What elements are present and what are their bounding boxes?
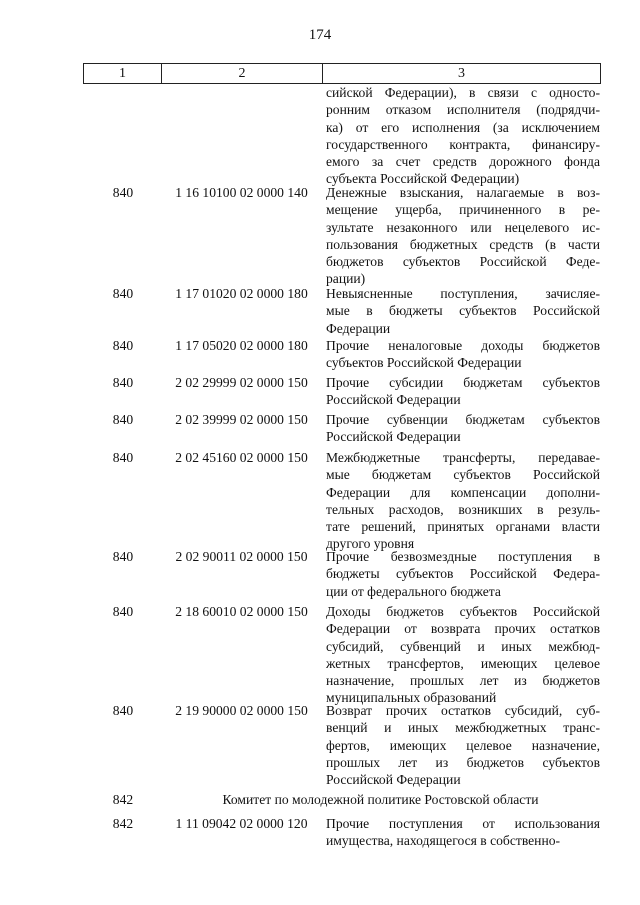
row-description: [326, 702, 600, 788]
description-line: Возврат прочих остатков субсидий, суб-: [326, 703, 600, 718]
description-line: сийской Федерации), в связи с односто-: [326, 85, 600, 100]
description-line: бюджетов субъектов Российской Феде-: [326, 254, 600, 270]
admin-code: 840: [112, 185, 134, 200]
header-col-2: 2: [162, 64, 323, 83]
page-number: 174: [308, 27, 332, 43]
description-line: тате решений, принятых органами власти: [326, 519, 600, 535]
description-line: Невыясненные поступления, зачисляе-: [326, 286, 600, 301]
description-line: Федерации для компенсации дополни-: [326, 484, 600, 500]
row-description: [326, 411, 600, 446]
admin-code: 840: [112, 450, 134, 465]
budget-classification-code: 2 02 90011 02 0000 150: [175, 549, 308, 564]
budget-classification-code: 1 17 01020 02 0000 180: [175, 286, 308, 301]
description-line: Межбюджетные трансферты, передавае-: [326, 450, 600, 465]
admin-code: 840: [112, 338, 134, 353]
description-line: венций и иных межбюджетных транс-: [326, 720, 600, 736]
budget-classification-code: 2 02 29999 02 0000 150: [175, 375, 308, 390]
budget-classification-code: 2 02 45160 02 0000 150: [175, 450, 308, 465]
section-title: Комитет по молодежной политике Ростовской области: [222, 792, 539, 807]
admin-code: 840: [112, 703, 134, 718]
budget-classification-code: 1 11 09042 02 0000 120: [175, 816, 308, 831]
description-line: государственного контракта, финансиру-: [326, 136, 600, 152]
budget-classification-code: 2 02 39999 02 0000 150: [175, 412, 308, 427]
description-line: Прочие неналоговые доходы бюджетов: [326, 338, 600, 353]
section-admin-code: 842: [112, 792, 134, 807]
row-description: [326, 285, 600, 337]
row-description: [326, 815, 600, 850]
budget-classification-code: 1 16 10100 02 0000 140: [175, 185, 308, 200]
budget-classification-code: 2 19 90000 02 0000 150: [175, 703, 308, 718]
description-line: Прочие безвозмездные поступления в: [326, 549, 600, 564]
description-line: пользования бюджетных средств (в части: [326, 236, 600, 252]
description-line: Федерации от возврата прочих остатков: [326, 621, 600, 637]
admin-code: 840: [112, 286, 134, 301]
description-line: Российской Федерации: [326, 392, 461, 408]
description-line: мещение ущерба, причиненного в ре-: [326, 202, 600, 218]
header-col-3: 3: [458, 66, 465, 81]
row-description: [326, 337, 600, 372]
description-line: тельных расходов, возникших в резуль-: [326, 501, 600, 517]
row-description: [326, 449, 600, 553]
row-description: [326, 548, 600, 600]
description-line: субъектов Российской Федерации: [326, 355, 522, 371]
description-line: Российской Федерации: [326, 772, 461, 788]
description-line: емого за счет средств дорожного фонда: [326, 154, 600, 170]
description-line: рации): [326, 271, 366, 287]
description-line: Денежные взыскания, налагаемые в воз-: [326, 185, 600, 200]
description-line: назначение, прошлых лет из бюджетов: [326, 673, 600, 689]
description-line: ции от федерального бюджета: [326, 583, 501, 599]
header-col-1: 1: [84, 64, 162, 83]
description-line: субсидий, субвенций и иных межбюд-: [326, 638, 600, 654]
admin-code: 840: [112, 412, 134, 427]
description-line: жетных трансфертов, имеющих целевое: [326, 655, 600, 671]
description-line: Доходы бюджетов субъектов Российской: [326, 604, 600, 619]
admin-code: 842: [112, 816, 134, 831]
description-line: мые в бюджеты субъектов Российской: [326, 303, 600, 319]
description-line: фертов, имеющих целевое назначение,: [326, 737, 600, 753]
description-line: субъекта Российской Федерации): [326, 171, 520, 187]
description-line: муниципальных образований: [326, 690, 497, 706]
continuation-description: [326, 84, 600, 188]
row-description: [326, 374, 600, 409]
description-line: прошлых лет из бюджетов субъектов: [326, 754, 600, 770]
description-line: Федерации: [326, 320, 391, 336]
description-line: другого уровня: [326, 536, 415, 552]
description-line: ронним отказом исполнителя (подрядчи-: [326, 102, 600, 118]
admin-code: 840: [112, 604, 134, 619]
description-line: бюджеты субъектов Российской Федера-: [326, 566, 600, 582]
budget-classification-code: 2 18 60010 02 0000 150: [175, 604, 308, 619]
description-line: Прочие субсидии бюджетам субъектов: [326, 375, 600, 390]
row-description: [326, 184, 600, 288]
admin-code: 840: [112, 549, 134, 564]
row-description: [326, 603, 600, 707]
description-line: мые бюджетам субъектов Российской: [326, 467, 600, 483]
description-line: имущества, находящегося в собственно-: [326, 833, 561, 849]
description-line: зультате незаконного или нецелевого ис-: [326, 219, 600, 235]
description-line: Российской Федерации: [326, 429, 461, 445]
budget-classification-code: 1 17 05020 02 0000 180: [175, 338, 308, 353]
admin-code: 840: [112, 375, 134, 390]
description-line: ка) от его исполнения (за исключением: [326, 119, 600, 135]
table-header: [83, 63, 601, 84]
description-line: Прочие поступления от использования: [326, 816, 600, 831]
description-line: Прочие субвенции бюджетам субъектов: [326, 412, 600, 427]
